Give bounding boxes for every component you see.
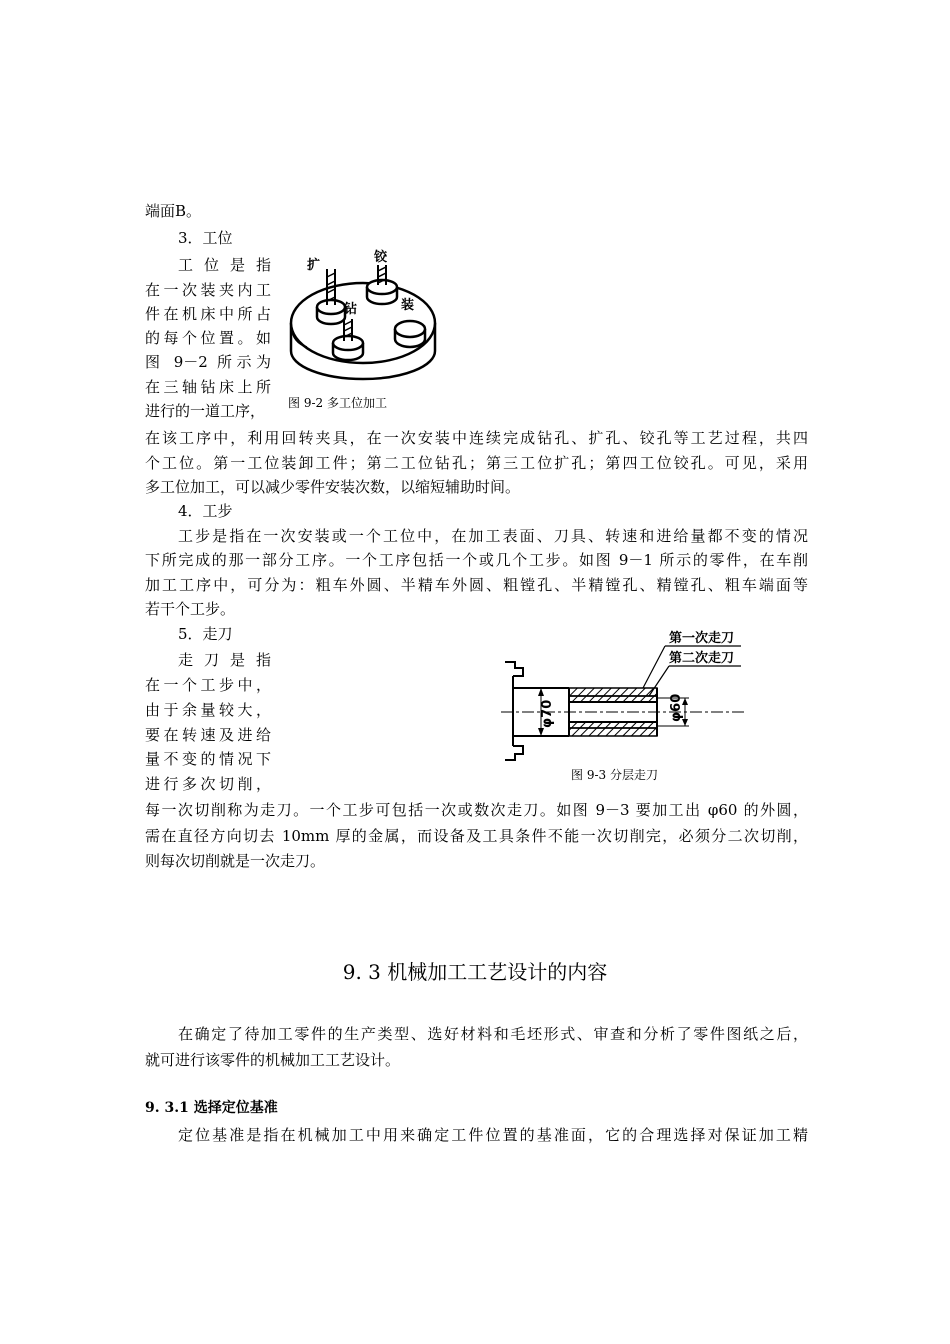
label-d70: φ70 bbox=[540, 699, 555, 728]
text-line: 进行多次切削， bbox=[145, 775, 271, 793]
section-title: 9. 3 机械加工工艺设计的内容 bbox=[342, 960, 608, 984]
text-line: 进行的一道工序， bbox=[145, 402, 266, 420]
label-second-pass: 第二次走刀 bbox=[669, 651, 735, 666]
text-line: 每一次切削称为走刀。一个工步可包括一次或数次走刀。如图 9－3 要加工出 φ60 的外圆， bbox=[145, 801, 808, 819]
text-line: 工步是指在一次安装或一个工位中，在加工表面、刀具、转速和进给量都不变的情况 bbox=[178, 527, 808, 545]
list-heading-pass: 5．走刀 bbox=[178, 625, 233, 643]
text-line: 要在转速及进给 bbox=[145, 726, 271, 744]
label-zuan: 钻 bbox=[344, 302, 358, 317]
label-kuo: 扩 bbox=[307, 258, 321, 273]
text-line: 定位基准是指在机械加工中用来确定工件位置的基准面，它的合理选择对保证加工精 bbox=[178, 1126, 808, 1144]
text-line: 在确定了待加工零件的生产类型、选好材料和毛坯形式、审查和分析了零件图纸之后， bbox=[178, 1025, 808, 1043]
text-line: 走 刀 是 指 bbox=[178, 651, 271, 669]
text-line: 多工位加工，可以减少零件安装次数，以缩短辅助时间。 bbox=[145, 478, 521, 496]
label-jiao: 铰 bbox=[374, 250, 388, 265]
text-line: 需在直径方向切去 10mm 厚的金属，而设备及工具条件不能一次切削完，必须分二次切削， bbox=[145, 827, 808, 845]
text-line: 在一次装夹内工 bbox=[145, 281, 271, 299]
text-line: 件在机床中所占 bbox=[145, 305, 271, 323]
text-line: 端面B。 bbox=[145, 202, 202, 220]
text-line: 量不变的情况下 bbox=[145, 750, 271, 768]
subsection-title: 9. 3.1 选择定位基准 bbox=[145, 1100, 278, 1116]
text-line: 在三轴钻床上所 bbox=[145, 378, 271, 396]
text-line: 在该工序中，利用回转夹具，在一次安装中连续完成钻孔、扩孔、铰孔等工艺过程，共四 bbox=[145, 429, 808, 447]
text-line: 个工位。第一工位装卸工件；第二工位钻孔；第三工位扩孔；第四工位铰孔。可见，采用 bbox=[145, 454, 808, 472]
text-line: 在一个工步中， bbox=[145, 676, 271, 694]
figure-multi-station-drilling bbox=[287, 247, 447, 387]
text-line: 若干个工步。 bbox=[145, 600, 236, 618]
label-d60: φ60 bbox=[669, 693, 684, 722]
text-line: 由于余量较大， bbox=[145, 701, 271, 719]
text-line: 图 9－2 所示为 bbox=[145, 353, 271, 371]
label-first-pass: 第一次走刀 bbox=[669, 631, 735, 646]
list-heading-work-step: 4．工步 bbox=[178, 502, 233, 520]
text-line: 工 位 是 指 bbox=[178, 256, 271, 274]
label-zhuang: 装 bbox=[401, 298, 415, 313]
text-line: 就可进行该零件的机械加工工艺设计。 bbox=[145, 1051, 401, 1069]
text-line: 则每次切削就是一次走刀。 bbox=[145, 852, 326, 870]
figure-caption-9-3: 图 9-3 分层走刀 bbox=[571, 768, 658, 782]
text-line: 的每个位置。如 bbox=[145, 329, 271, 347]
text-line: 下所完成的那一部分工序。一个工序包括一个或几个工步。如图 9－1 所示的零件，在车削 bbox=[145, 551, 808, 569]
text-line: 加工工序中，可分为：粗车外圆、半精车外圆、粗镗孔、半精镗孔、精镗孔、粗车端面等 bbox=[145, 576, 808, 594]
figure-caption-9-2: 图 9-2 多工位加工 bbox=[288, 396, 387, 410]
list-heading-workstation: 3．工位 bbox=[178, 229, 233, 247]
figure-layered-cutting bbox=[497, 632, 757, 772]
